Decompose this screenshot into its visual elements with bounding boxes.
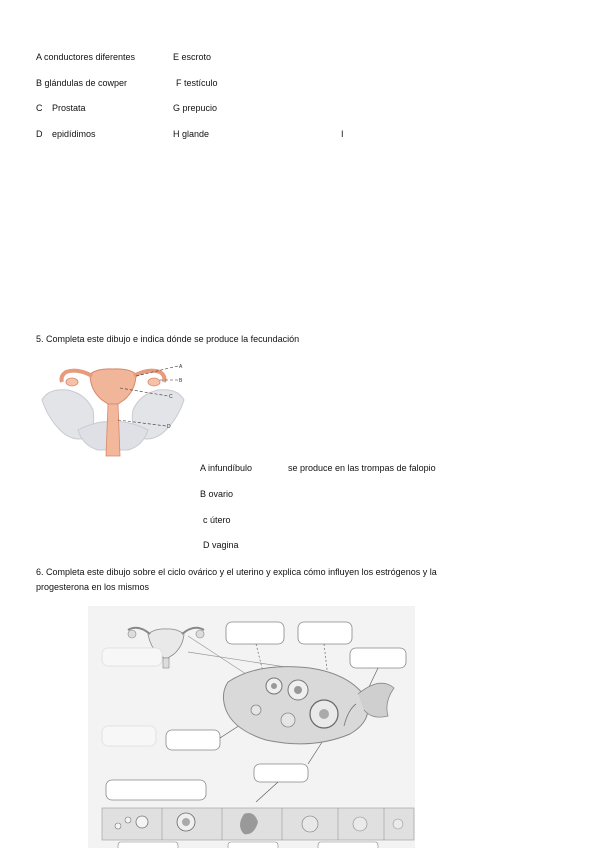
ovary-right (148, 378, 160, 386)
list-item-e: E escroto (173, 52, 212, 62)
list-item-c-letter: C (36, 103, 43, 113)
list-item-d: epidídimos (52, 129, 96, 139)
list-item-d-letter: D (36, 129, 43, 139)
figure-label-a: A (179, 364, 183, 370)
question-6-title-line2: progesterona en los mismos (36, 582, 150, 592)
list-item-b: B glándulas de cowper (36, 78, 128, 88)
question-6-title-line1: 6. Completa este dibujo sobre el ciclo ovárico y el uterino y explica cómo influyen los estrógenos y la (36, 567, 437, 577)
figure-label-c: C (169, 394, 173, 400)
question-5-title: 5. Completa este dibujo e indica dónde se produce la fecundación (36, 334, 300, 344)
list-item-h: H glande (173, 129, 210, 139)
list-item-g: G prepucio (173, 103, 218, 113)
list-item-i: I (341, 129, 344, 139)
fecundation-note: se produce en las trompas de falopio (288, 463, 436, 473)
figure-label-d: D (167, 424, 171, 430)
answer-b: B ovario (200, 489, 234, 499)
answer-a: A infundíbulo (200, 463, 253, 473)
endometrium-strip (102, 808, 414, 840)
female-reproductive-figure (38, 360, 188, 460)
ovary-left (66, 378, 78, 386)
uterus (90, 369, 136, 404)
list-item-c: Prostata (52, 103, 86, 113)
vagina (106, 404, 120, 456)
answer-d: D vagina (203, 540, 239, 550)
answer-c: c útero (203, 515, 231, 525)
figure-label-b: B (179, 378, 183, 384)
ovarian-cycle-figure (88, 606, 415, 848)
list-item-f: F testículo (176, 78, 218, 88)
list-item-a: A conductores diferentes (36, 52, 136, 62)
